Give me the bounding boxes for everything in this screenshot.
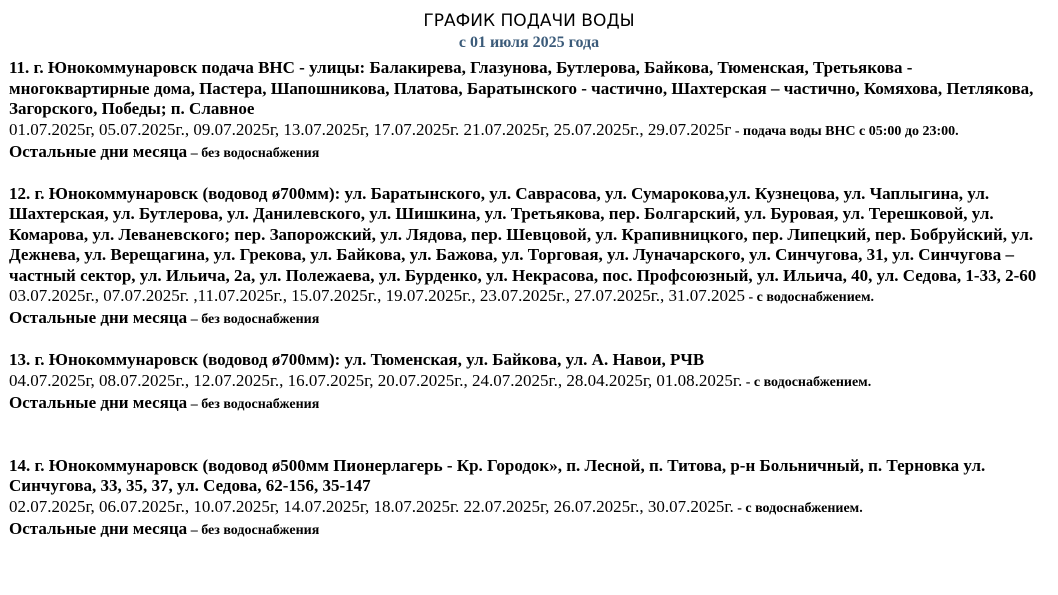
rest-days-line xyxy=(9,142,1049,164)
section-heading: 12. г. Юнокоммунаровск (водовод ø700мм): ул. Баратынского, ул. Саврасова, ул. Сумарокова,ул. Кузнецова, ул. Чаплыгина, ул. Шахтерская, ул. Бутлерова, ул. Данилевского, ул. Шишкина, ул. Третьякова, пер. Болгарский, ул. Буровая, ул. Терешковой, ул. Комарова, ул. Леваневского; пер. Запорожский, ул. Лядова, пер. Шевцовой, ул. Крапивницкого, пер. Липецкий, пер. Бобруйский, ул. Дежнева, ул. Верещагина, ул. Грекова, ул. Байкова, ул. Бажова, ул. Торговая, ул. Луначарского, ул. Синчугова, 31, ул. Синчугова – частный сектор, ул. Ильича, 2а, ул. Полежаева, ул. Бурденко, ул. Некрасова, пос. Профсоюзный, ул. Ильича, 40, ул. Седова, 1-33, 2-60 xyxy=(9,183,1037,285)
schedule-section-13 xyxy=(9,350,1049,415)
supply-dates xyxy=(9,286,1049,308)
rest-days-line xyxy=(9,519,1049,541)
supply-dates xyxy=(9,497,1049,519)
section-heading: 13. г. Юнокоммунаровск (водовод ø700мм): ул. Тюменская, ул. Байкова, ул. А. Навои, РЧВ xyxy=(9,350,705,369)
dates-list: 01.07.2025г, 05.07.2025г., 09.07.2025г, 13.07.2025г, 17.07.2025г. 21.07.2025г, 25.07.2025г., 29.07.2025г xyxy=(9,119,732,139)
schedule-section-14 xyxy=(9,456,1049,541)
dates-note: - с водоснабжением. xyxy=(742,374,872,390)
rest-days-label: Остальные дни месяца xyxy=(9,392,188,412)
supply-dates xyxy=(9,371,1049,393)
rest-days-note: – без водоснабжения xyxy=(187,522,320,538)
rest-days-line xyxy=(9,308,1049,330)
rest-days-label: Остальные дни месяца xyxy=(9,141,188,161)
document-title: ГРАФИК ПОДАЧИ ВОДЫ xyxy=(423,11,635,31)
document-subtitle: с 01 июля 2025 года xyxy=(458,34,600,51)
rest-days-label: Остальные дни месяца xyxy=(9,308,188,327)
section-heading: 14. г. Юнокоммунаровск (водовод ø500мм Пионерлагерь - Кр. Городок», п. Лесной, п. Титова, р-н Больничный, п. Терновка ул. Синчугова, 33, 35, 37, ул. Седова, 62-156, 35-147 xyxy=(9,455,986,495)
schedule-section-11 xyxy=(9,58,1049,164)
rest-days-note: – без водоснабжения xyxy=(187,396,320,412)
schedule-section-12 xyxy=(9,184,1049,331)
supply-dates xyxy=(9,120,1049,142)
rest-days-note: – без водоснабжения xyxy=(187,312,320,327)
dates-list: 04.07.2025г, 08.07.2025г., 12.07.2025г., 16.07.2025г, 20.07.2025г., 24.07.2025г., 28.04.2025г, 01.08.2025г. xyxy=(9,370,743,390)
dates-note: - подача воды ВНС с 05:00 до 23:00. xyxy=(731,123,959,139)
dates-note: - с водоснабжением. xyxy=(733,500,863,516)
section-heading: 11. г. Юнокоммунаровск подача ВНС - улицы: Балакирева, Глазунова, Бутлерова, Байкова, Тюменская, Третьякова - многоквартирные дома, Пастера, Шапошникова, Платова, Баратынского - частично, Шахтерская – частично, Комяхова, Петлякова, Загорского, Победы; п. Славное xyxy=(9,58,1034,118)
dates-list: 03.07.2025г., 07.07.2025г. ,11.07.2025г., 15.07.2025г., 19.07.2025г., 23.07.2025г., 27.07.2025г., 31.07.2025 xyxy=(9,286,746,305)
water-schedule-document xyxy=(9,10,1049,541)
dates-note: - с водоснабжением. xyxy=(745,290,875,305)
dates-list: 02.07.2025г, 06.07.2025г., 10.07.2025г, 14.07.2025г, 18.07.2025г. 22.07.2025г, 26.07.2025г., 30.07.2025г. xyxy=(9,496,734,516)
rest-days-note: – без водоснабжения xyxy=(187,145,320,161)
rest-days-line xyxy=(9,393,1049,415)
rest-days-label: Остальные дни месяца xyxy=(9,518,188,538)
